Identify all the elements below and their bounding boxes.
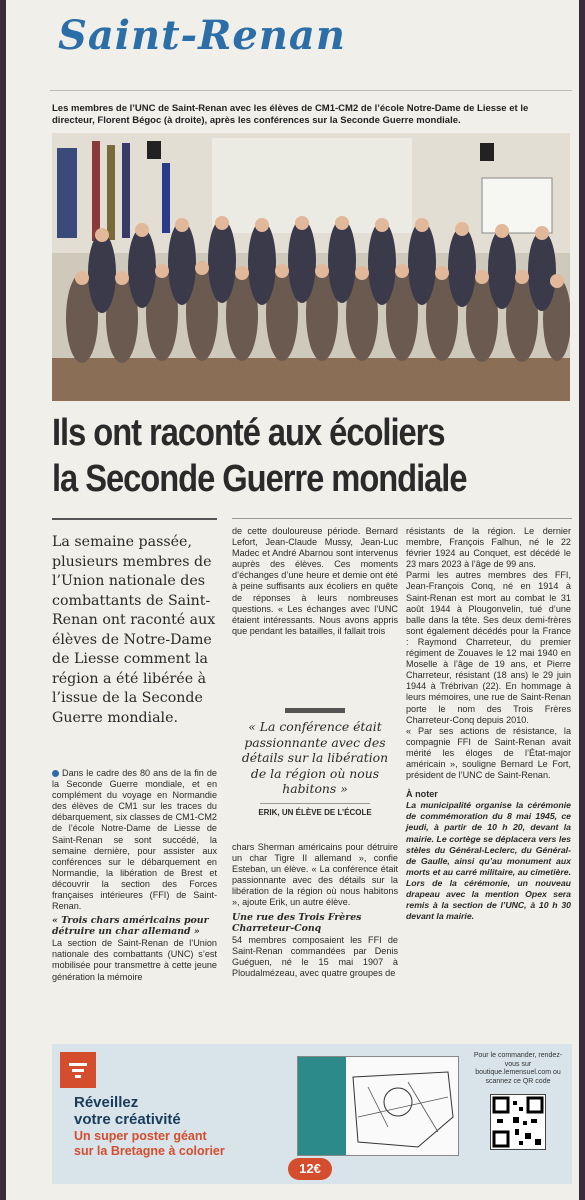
lead-rule bbox=[52, 518, 217, 520]
note-title: À noter bbox=[406, 789, 438, 800]
ad-subtitle: Un super poster géant sur la Bretagne à colorier bbox=[74, 1129, 225, 1158]
paragraph: 54 membres composaient les FFI de Saint-Renan commandées par Denis Guéguen, né le 15 mai 1907 à Ploudalmézeau, avec quatre groupes de bbox=[232, 934, 398, 978]
ad-title: Réveillez votre créativité bbox=[74, 1094, 181, 1128]
quote-author: ERIK, UN ÉLÈVE DE L’ÉCOLE bbox=[258, 807, 372, 817]
paragraph: « Par ses actions de résistance, la compagnie FFI de Saint-Renan avait mérité les éloges de l’État-major américain », souligne Bernard Le Fort, président de l’UNC de Saint-Renan. bbox=[406, 725, 571, 781]
paragraph: chars Sherman américains pour détruire un char Tigre II allemand », confie Esteban, un élève. « La conférence était passionnante avec des détails sur la libération de la région où nous habitons », ajoute Erik, un autre élève. bbox=[232, 842, 398, 908]
column-3 bbox=[406, 526, 571, 922]
poster-image bbox=[297, 1056, 459, 1156]
group-photo bbox=[52, 133, 570, 401]
advertisement[interactable] bbox=[52, 1044, 572, 1184]
lead-paragraph: La semaine passée, plusieurs membres de l’Union nationale des combattants de Saint-Renan ont raconté aux élèves de Notre-Dame de Liesse comment la région a été libérée à l’issue de la Seconde Guerre mondiale. bbox=[52, 534, 216, 726]
quote-text: « La conférence était passionnante avec des détails sur la libération de la région où nous habitons » bbox=[241, 719, 389, 796]
column-2-bottom bbox=[232, 842, 398, 979]
newspaper-page bbox=[6, 0, 579, 1200]
divider bbox=[50, 90, 572, 91]
column-rule bbox=[232, 518, 572, 519]
paragraph: de cette douloureuse période. Bernard Lefort, Jean-Claude Mussy, Jean-Luc Madec et André Abarnou sont intervenus auprès des élèves. Ces moments d’échanges d’une heure et demie ont été à peine suffisants aux écoliers en quête de réponses à leurs nombreuses questions. « Les échanges avec l’UNC étaient intéressants. Nous avons appris que pendant les batailles, il fallait trois bbox=[232, 526, 398, 636]
paragraph: résistants de la région. Le dernier membre, François Falhun, né le 22 février 1924 au Conquet, est décédé le 23 mars 2023 à l’âge de 99 ans. bbox=[406, 526, 571, 570]
subheading: « Trois chars américains pour détruire un char allemand » bbox=[52, 915, 209, 938]
paragraph: Parmi les autres membres des FFI, Jean-François Conq, né en 1914 à Saint-Renan est mort au combat le 31 août 1944 à Plougonvelin, tué d’une balle dans la tête. Ses deux demi-frères sont également décédés pour la France : Raymond Charreteur, du premier régiment de Zouaves le 12 mai 1940 en Moselle à l’âge de 19 ans, et Pierre Charreteur, résistant (18 ans) le 29 juin 1944 à Trébrivan (22). En hommage à leurs mémoires, une rue de Saint-Renan porte le nom des Trois Frères Charreteur-Conq depuis 2010. bbox=[406, 570, 571, 725]
photo-caption: Les membres de l’UNC de Saint-Renan avec les élèves de CM1-CM2 de l’école Notre-Dame de Liesse et le directeur, Florent Bégoc (à droite), après les conférences sur la Seconde Guerre mondiale. bbox=[52, 103, 529, 126]
order-info: Pour le commander, rendez-vous sur boutique.lemensuel.com ou scannez ce QR code bbox=[473, 1052, 563, 1085]
paragraph: Dans le cadre des 80 ans de la fin de la Seconde Guerre mondiale, et en complément du voyage en Normandie des élèves de CM1 sur les traces du débarquement, six classes de CM1-CM2 de l’école Notre-Dame de Liesse de Saint-Renan se sont succédé, la semaine dernière, pour assister aux conférences sur le débarquement en Normandie, la libération de Brest et découvrir la section des Forces françaises intérieures (FFI) de Saint-Renan. bbox=[52, 768, 217, 912]
paragraph: La section de Saint-Renan de l’Union nationale des combattants (UNC) s’est mobilisée pour transmettre à cette jeune génération la mémoire bbox=[52, 938, 217, 982]
column-2-top bbox=[232, 526, 398, 637]
price-badge: 12€ bbox=[288, 1158, 332, 1180]
headline-line-1: Ils ont raconté aux écoliers bbox=[52, 412, 445, 454]
headline bbox=[52, 410, 497, 502]
menu-icon bbox=[60, 1052, 96, 1088]
column-1 bbox=[52, 768, 217, 983]
quote-rule bbox=[260, 803, 370, 804]
quote-rule bbox=[285, 708, 345, 713]
bullet-icon bbox=[52, 770, 59, 777]
town-title: Saint-Renan bbox=[58, 12, 346, 59]
note-text: La municipalité organise la cérémonie de commémoration du 8 mai 1945, ce jeudi, à partir de 10 h 20, devant la mairie. Le cortège se déplacera vers les stèles du Général-Leclerc, du Général-de Gaulle, ainsi qu’au monument aux morts et au carré militaire, au cimetière. Lors de la cérémonie, un nouveau drapeau avec la mention Opex sera remis à la section de l’UNC, à 10 h 30 devant la mairie. bbox=[406, 800, 571, 922]
subheading: Une rue des Trois Frères Charreteur-Conq bbox=[232, 911, 362, 934]
pull-quote bbox=[234, 708, 396, 817]
qr-code-icon[interactable] bbox=[490, 1094, 546, 1150]
headline-line-2: la Seconde Guerre mondiale bbox=[52, 458, 467, 500]
